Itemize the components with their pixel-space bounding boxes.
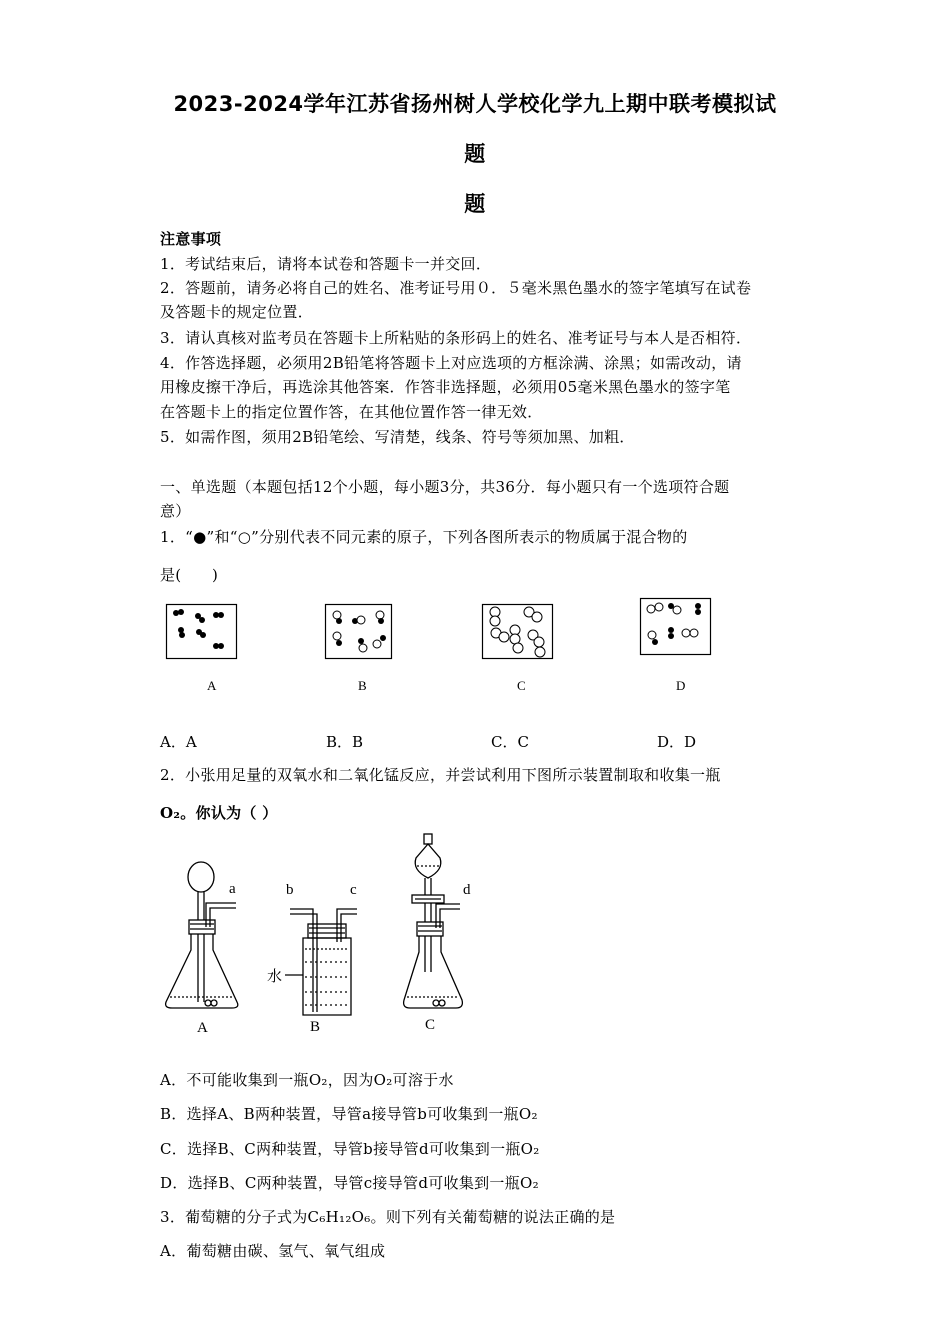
q3-option-a[interactable]: A．葡萄糖由碳、氢气、氧气组成 — [160, 1242, 386, 1260]
apparatus-label-a: A — [197, 1020, 208, 1036]
q1-fig-label: A — [207, 678, 217, 693]
q1-diagram-a — [166, 604, 238, 660]
q2-option-a[interactable]: A．不可能收集到一瓶O₂，因为O₂可溶于水 — [160, 1071, 454, 1089]
q1-fig-label: D — [676, 678, 686, 693]
notice-item: 1．考试结束后，请将本试卷和答题卡一并交回． — [160, 255, 492, 273]
tube-label-d: d — [463, 882, 471, 898]
notice-item: 4．作答选择题，必须用2B铅笔将答题卡上对应选项的方框涂满、涂黑；如需改动，请 — [160, 354, 742, 372]
notice-item: 及答题卡的规定位置． — [160, 303, 314, 321]
exam-title-line3: 题 — [464, 192, 486, 216]
q1-fig-label: C — [517, 678, 526, 693]
water-label: 水 — [267, 969, 283, 985]
notice-item: 5．如需作图，须用2B铅笔绘、写清楚，线条、符号等须加黑、加粗． — [160, 428, 635, 446]
q1-diagram-d — [640, 598, 712, 656]
q1-fig-label: B — [358, 678, 367, 693]
exam-title-line1: 2023-2024学年江苏省扬州树人学校化学九上期中联考模拟试 — [173, 92, 777, 116]
notice-heading: 注意事项 — [160, 230, 222, 248]
q2-stem-cont: O₂。你认为（ ） — [160, 804, 278, 822]
q3-stem: 3．葡萄糖的分子式为C₆H₁₂O₆。则下列有关葡萄糖的说法正确的是 — [160, 1208, 616, 1226]
apparatus-b — [285, 909, 357, 1015]
notice-item: 在答题卡上的指定位置作答，在其他位置作答一律无效． — [160, 403, 543, 421]
q1-option-b[interactable]: B．B — [326, 733, 364, 751]
q1-option-a[interactable]: A．A — [160, 733, 197, 751]
exam-title-line2: 题 — [464, 142, 486, 166]
q1-diagram-c — [482, 604, 554, 660]
q2-option-d[interactable]: D．选择B、C两种装置，导管c接导管d可收集到一瓶O₂ — [160, 1174, 539, 1192]
q1-stem-cont: 是( ) — [160, 566, 219, 584]
q2-apparatus-figure — [160, 832, 500, 1042]
q2-option-c[interactable]: C．选择B、C两种装置，导管b接导管d可收集到一瓶O₂ — [160, 1140, 540, 1158]
notice-item: 3．请认真核对监考员在答题卡上所粘贴的条形码上的姓名、准考证号与本人是否相符． — [160, 329, 752, 347]
notice-item: 用橡皮擦干净后，再选涂其他答案．作答非选择题，必须用05毫米黑色墨水的签字笔 — [160, 378, 731, 396]
q1-option-d[interactable]: D．D — [657, 733, 697, 751]
q1-stem: 1．“●”和“○”分别代表不同元素的原子，下列各图所表示的物质属于混合物的 — [160, 528, 688, 546]
apparatus-label-b: B — [310, 1019, 321, 1035]
tube-label-a: a — [229, 881, 236, 897]
apparatus-a — [166, 862, 238, 1008]
q2-stem: 2．小张用足量的双氧水和二氧化锰反应，并尝试利用下图所示装置制取和收集一瓶 — [160, 766, 721, 784]
q1-option-c[interactable]: C．C — [491, 733, 529, 751]
apparatus-label-c: C — [425, 1017, 436, 1033]
q1-diagram-b — [325, 604, 393, 660]
tube-label-b: b — [286, 882, 294, 898]
section-heading-cont: 意） — [160, 502, 191, 520]
tube-label-c: c — [350, 882, 357, 898]
q2-option-b[interactable]: B．选择A、B两种装置，导管a接导管b可收集到一瓶O₂ — [160, 1105, 538, 1123]
section-heading: 一、单选题（本题包括12个小题，每小题3分，共36分．每小题只有一个选项符合题 — [160, 478, 730, 496]
apparatus-c — [404, 834, 463, 1008]
notice-item: 2．答题前，请务必将自己的姓名、准考证号用０．５毫米黑色墨水的签字笔填写在试卷 — [160, 279, 752, 297]
